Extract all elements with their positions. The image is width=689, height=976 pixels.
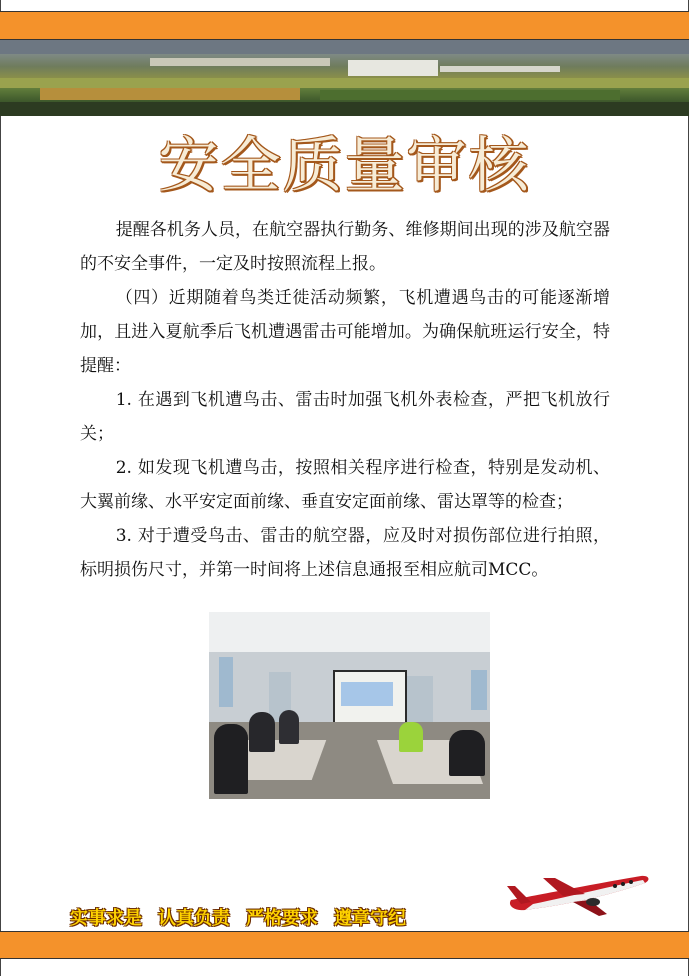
airplane-icon (503, 866, 653, 920)
paragraph-reminder: 提醒各机务人员，在航空器执行勤务、维修期间出现的涉及航空器的不安全事件，一定及时按照流程上报。 (80, 220, 610, 274)
list-item-1: 1. 在遇到飞机遭鸟击、雷击时加强飞机外表检查，严把飞机放行关； (80, 390, 610, 444)
page-title: 安全质量审核 (158, 131, 531, 201)
airport-aerial-banner (0, 40, 689, 116)
paragraph-bird-strike: （四）近期随着鸟类迁徙活动频繁，飞机遭遇鸟击的可能逐渐增加，且进入夏航季后飞机遭遇雷击可能增加。为确保航班运行安全，特提醒： (80, 288, 610, 376)
slogan-2: 认真负责 (158, 908, 230, 929)
footer-slogan (70, 904, 422, 930)
slogan-4: 遵章守纪 (334, 908, 406, 929)
notice-body (80, 213, 610, 587)
top-accent-bar (0, 11, 689, 40)
list-item-2: 2. 如发现飞机遭鸟击，按照相关程序进行检查，特别是发动机、大翼前缘、水平安定面前缘、垂直安定面前缘、雷达罩等的检查； (80, 458, 610, 512)
meeting-room-photo (209, 612, 490, 799)
slogan-3: 严格要求 (246, 908, 318, 929)
bottom-accent-bar (0, 931, 689, 959)
slogan-1: 实事求是 (70, 908, 142, 929)
list-item-3: 3. 对于遭受鸟击、雷击的航空器，应及时对损伤部位进行拍照，标明损伤尺寸，并第一时间将上述信息通报至相应航司MCC。 (80, 526, 610, 580)
